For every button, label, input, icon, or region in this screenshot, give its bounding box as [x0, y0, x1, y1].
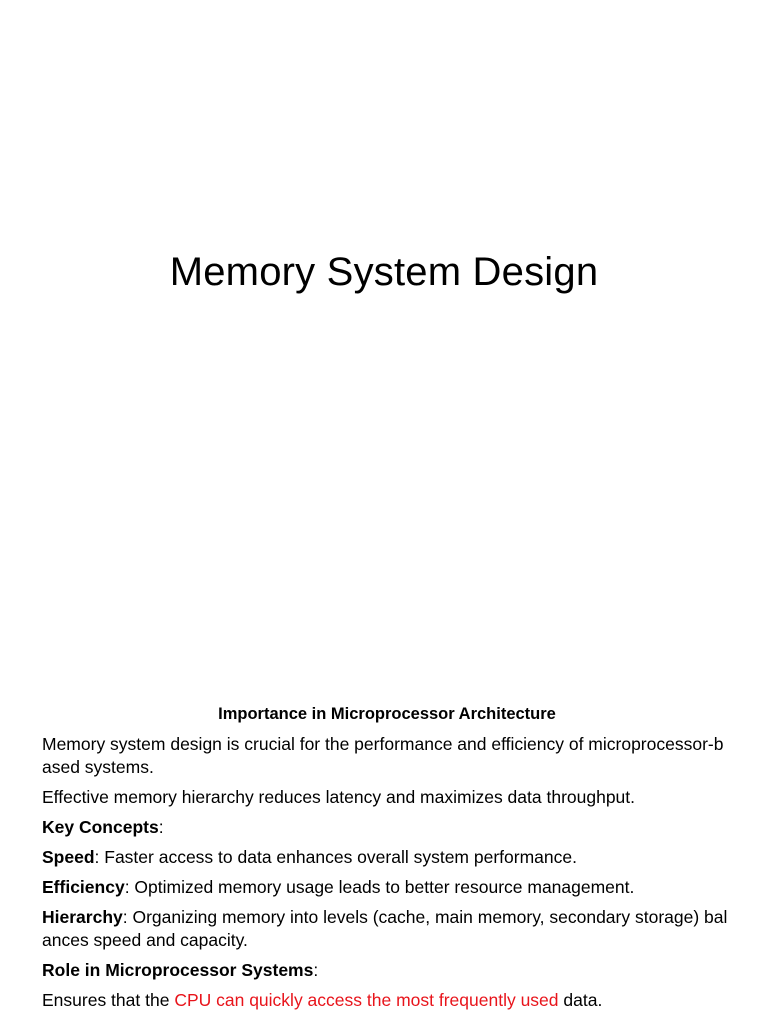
concept-efficiency-term: Efficiency [42, 877, 125, 897]
role-label: Role in Microprocessor Systems [42, 960, 314, 980]
role-description [42, 989, 732, 1012]
slide-title: Memory System Design [169, 250, 599, 294]
key-concepts-label: Key Concepts [42, 817, 159, 837]
paragraph-hierarchy-benefit: Effective memory hierarchy reduces latency and maximizes data throughput. [42, 787, 636, 807]
role-text-suffix: data. [558, 990, 603, 1010]
concept-hierarchy-term: Hierarchy [42, 907, 123, 927]
role-heading [42, 959, 732, 982]
paragraph-importance: Memory system design is crucial for the performance and efficiency of microprocessor-based systems. [42, 734, 724, 777]
role-colon: : [313, 960, 319, 980]
concept-hierarchy-text: : Organizing memory into levels (cache, main memory, secondary storage) balances speed and capacity. [42, 907, 728, 950]
section-heading: Importance in Microprocessor Architecture [218, 705, 556, 723]
concept-speed-term: Speed [42, 847, 95, 867]
role-text-prefix: Ensures that the [42, 990, 175, 1010]
slide-content [42, 703, 732, 1019]
concept-hierarchy [42, 906, 732, 952]
concept-speed-text: : Faster access to data enhances overall system performance. [94, 847, 577, 867]
role-text-highlight: CPU can quickly access the most frequently used [174, 990, 559, 1010]
concept-speed [42, 846, 732, 869]
concept-efficiency [42, 876, 732, 899]
concept-efficiency-text: : Optimized memory usage leads to better resource management. [124, 877, 635, 897]
key-concepts-heading [42, 816, 732, 839]
key-concepts-colon: : [158, 817, 164, 837]
